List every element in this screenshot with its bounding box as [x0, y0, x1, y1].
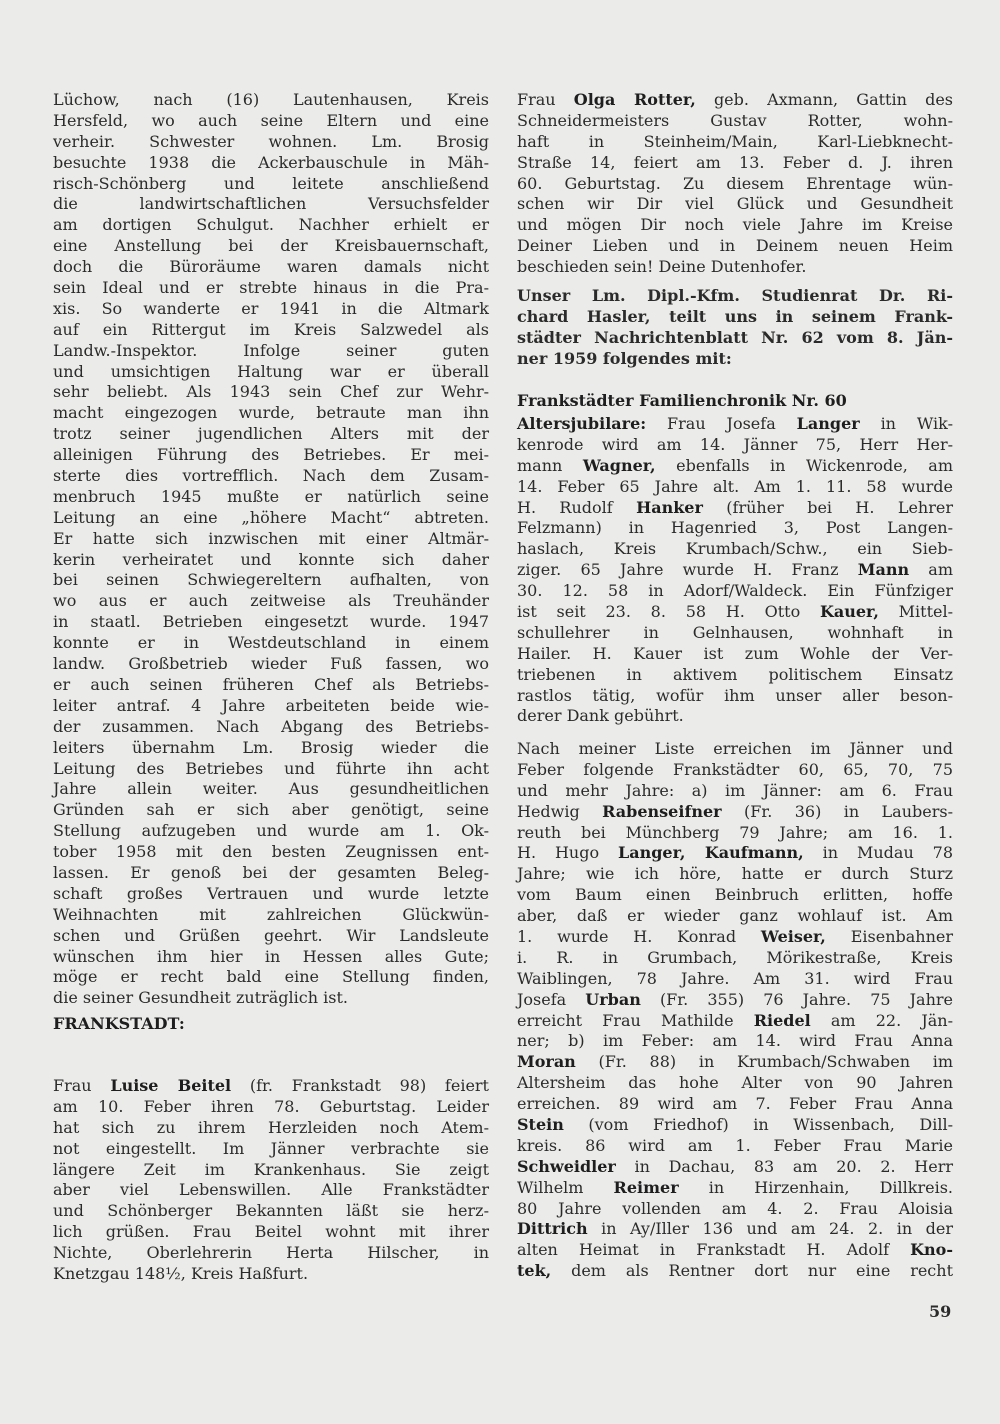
- text-segment: kerin verheiratet und konnte sich daher: [53, 549, 489, 569]
- text-segment: 80 Jahre vollenden am 4. 2. Frau Aloisia: [517, 1198, 953, 1218]
- text-line: [53, 1180, 489, 1201]
- text-line: [53, 1139, 489, 1160]
- text-segment: verheir. Schwester wohnen. Lm. Brosig: [53, 131, 489, 151]
- text-segment: besuchte 1938 die Ackerbauschule in Mäh-: [53, 152, 489, 172]
- bold-name: Langer, Kaufmann,: [617, 843, 804, 863]
- text-line: [53, 591, 489, 612]
- text-line: [53, 403, 489, 424]
- text-segment: konnte er in Westdeutschland in einem: [53, 633, 489, 653]
- text-segment: sein Ideal und er strebte hinaus in die Pra-: [53, 278, 489, 298]
- text-line: [517, 456, 953, 477]
- text-line: [53, 1201, 489, 1222]
- bold-name: Mann: [857, 560, 910, 580]
- text-line: [53, 1160, 489, 1181]
- text-segment: eine Anstellung bei der Kreisbauernschaft,: [53, 236, 489, 256]
- text-segment: ner; b) im Feber: am 14. wird Frau Anna: [517, 1031, 953, 1051]
- text-segment: alleinigen Führung des Betriebes. Er mei-: [53, 445, 489, 465]
- text-segment: (vom Friedhof) in Wissenbach, Dill-: [563, 1115, 953, 1135]
- bold-name: Reimer: [613, 1177, 679, 1197]
- text-segment: Stellung aufzugeben und wurde am 1. Ok-: [53, 821, 489, 841]
- text-segment: leiter antraf. 4 Jahre arbeiteten beide wie-: [53, 695, 489, 715]
- text-line: [53, 717, 489, 738]
- text-line: [53, 487, 489, 508]
- text-line: [53, 863, 489, 884]
- text-segment: Mittel-: [878, 602, 953, 622]
- text-line: [517, 194, 953, 215]
- text-segment: (früher bei H. Lehrer: [702, 497, 953, 517]
- text-segment: ziger. 65 Jahre wurde H. Franz: [517, 560, 858, 580]
- text-segment: derer Dank gebührt.: [517, 706, 684, 726]
- text-line: [517, 498, 953, 519]
- text-line: [53, 257, 489, 278]
- text-line: [53, 821, 489, 842]
- text-segment: Jahre; wie ich höre, hatte er durch Sturz: [517, 864, 953, 884]
- text-segment: möge er recht bald eine Stellung finden,: [53, 967, 489, 987]
- text-line: [517, 760, 953, 781]
- text-line: [517, 435, 953, 456]
- text-segment: macht eingezogen wurde, betraute man ihn: [53, 403, 489, 423]
- text-line: [517, 257, 953, 278]
- text-segment: (fr. Frankstadt 98) feiert: [231, 1076, 489, 1095]
- text-segment: bei seinen Schwiegereltern aufhalten, von: [53, 570, 489, 590]
- text-segment: Eisenbahner: [825, 927, 954, 947]
- bold-name: Rabenseifner: [602, 801, 722, 821]
- intro-hasler: [517, 286, 953, 370]
- text-segment: der zusammen. Nach Abgang des Betriebs-: [53, 716, 489, 736]
- text-segment: Hailer. H. Kauer ist zum Wohle der Ver-: [517, 643, 953, 663]
- text-line: [517, 1094, 953, 1115]
- text-segment: am 22. Jän-: [810, 1010, 954, 1030]
- text-line: [53, 508, 489, 529]
- text-segment: in Ay/Iller 136 und am 24. 2. in der: [587, 1219, 953, 1239]
- article-luise-beitel: [53, 1076, 489, 1285]
- text-line: [53, 111, 489, 132]
- text-segment: sehr beliebt. Als 1943 sein Chef zur Wehr-: [53, 382, 489, 402]
- text-segment: ist seit 23. 8. 58 H. Otto: [517, 602, 820, 622]
- bold-name: Kauer,: [819, 602, 879, 622]
- text-segment: städter Nachrichtenblatt Nr. 62 vom 8. Jän-: [517, 327, 953, 347]
- text-line: [517, 1157, 953, 1178]
- text-line: [53, 570, 489, 591]
- text-line: [53, 675, 489, 696]
- text-line: [517, 927, 953, 948]
- text-segment: auf ein Rittergut im Kreis Salzwedel als: [53, 319, 489, 339]
- text-line: [53, 1076, 489, 1097]
- bold-name: Riedel: [753, 1010, 811, 1030]
- text-segment: Josefa: [517, 989, 586, 1009]
- text-line: [517, 906, 953, 927]
- text-segment: Altersheim das hohe Alter von 90 Jahren: [517, 1073, 953, 1093]
- text-line: [53, 800, 489, 821]
- text-line: [517, 864, 953, 885]
- text-segment: in Wik-: [859, 414, 953, 433]
- text-segment: und umsichtigen Haltung war er überall: [53, 361, 489, 381]
- text-line: [517, 1052, 953, 1073]
- text-line: [53, 633, 489, 654]
- text-line: [53, 174, 489, 195]
- text-line: [53, 779, 489, 800]
- text-line: [517, 174, 953, 195]
- text-segment: lassen. Er genoß bei der gesamten Beleg-: [53, 862, 489, 882]
- text-line: [517, 1219, 953, 1240]
- text-line: [53, 424, 489, 445]
- page-number: 59: [929, 1302, 952, 1321]
- text-segment: Gründen sah er sich aber genötigt, seine: [53, 800, 489, 820]
- text-segment: 30. 12. 58 in Adorf/Waldeck. Ein Fünfziger: [517, 581, 953, 601]
- bold-name: Urban: [585, 989, 641, 1009]
- bold-name: Luise Beitel: [110, 1076, 232, 1095]
- section-heading-frankstadt: FRANKSTADT:: [53, 1014, 185, 1033]
- text-line: [517, 623, 953, 644]
- text-segment: Leitung des Betriebes und führte ihn acht: [53, 758, 489, 778]
- text-line: [517, 885, 953, 906]
- text-line: [53, 1118, 489, 1139]
- text-line: [53, 654, 489, 675]
- text-segment: (Fr. 36) in Laubers-: [721, 801, 953, 821]
- text-line: [53, 967, 489, 988]
- text-segment: H. Rudolf: [517, 497, 637, 517]
- text-line: [53, 90, 489, 111]
- text-line: [517, 518, 953, 539]
- text-line: [517, 414, 953, 435]
- text-segment: lich grüßen. Frau Beitel wohnt mit ihrer: [53, 1222, 489, 1242]
- text-segment: Er hatte sich inzwischen mit einer Altmär-: [53, 528, 489, 548]
- bold-name: Olga Rotter,: [573, 90, 696, 109]
- text-line: [517, 686, 953, 707]
- text-segment: chard Hasler, teilt uns in seinem Frank-: [517, 306, 953, 326]
- text-segment: und mehr Jahre: a) im Jänner: am 6. Frau: [517, 780, 953, 800]
- text-segment: hat sich zu ihrem Herzleiden noch Atem-: [53, 1117, 489, 1137]
- text-line: [517, 948, 953, 969]
- text-segment: Hersfeld, wo auch seine Eltern und eine: [53, 110, 489, 130]
- text-line: [517, 739, 953, 760]
- bold-name: Langer: [796, 414, 860, 433]
- article-olga-rotter: [517, 90, 953, 278]
- text-segment: Frau: [53, 1076, 111, 1095]
- text-line: [53, 905, 489, 926]
- text-segment: aber viel Lebenswillen. Alle Frankstädter: [53, 1180, 489, 1200]
- text-line: [53, 382, 489, 403]
- text-segment: am dortigen Schulgut. Nachher erhielt er: [53, 215, 489, 235]
- text-segment: Jahre allein weiter. Aus gesundheitlichen: [53, 779, 489, 799]
- text-line: [517, 132, 953, 153]
- bold-name: Altersjubilare:: [517, 414, 647, 433]
- text-segment: dem als Rentner dort nur eine recht: [551, 1261, 953, 1281]
- text-line: [53, 341, 489, 362]
- text-segment: haslach, Kreis Krumbach/Schw., ein Sieb-: [517, 539, 953, 559]
- text-segment: in Mudau 78: [803, 843, 954, 863]
- text-line: [517, 1115, 953, 1136]
- text-line: [517, 1031, 953, 1052]
- text-line: [517, 307, 953, 328]
- text-line: [53, 884, 489, 905]
- text-line: [517, 215, 953, 236]
- text-segment: Hedwig: [517, 801, 603, 821]
- text-line: [53, 1222, 489, 1243]
- text-line: [517, 802, 953, 823]
- text-line: [53, 299, 489, 320]
- text-segment: doch die Büroräume waren damals nicht: [53, 257, 489, 277]
- bold-name: Schweidler: [517, 1156, 616, 1176]
- text-line: [53, 529, 489, 550]
- text-line: [53, 738, 489, 759]
- text-segment: vom Baum einen Beinbruch erlitten, hoffe: [517, 885, 953, 905]
- text-line: [53, 466, 489, 487]
- bold-name: Hanker: [636, 497, 703, 517]
- text-segment: schen und Grüßen geehrt. Wir Landsleute: [53, 925, 489, 945]
- bold-name: Dittrich: [517, 1219, 588, 1239]
- text-segment: reuth bei Münchberg 79 Jahre; am 16. 1.: [517, 822, 953, 842]
- text-line: [517, 781, 953, 802]
- text-segment: kenrode wird am 14. Jänner 75, Herr Her-: [517, 434, 953, 454]
- text-segment: Felzmann) in Hagenried 3, Post Langen-: [517, 518, 953, 538]
- text-line: [53, 759, 489, 780]
- text-segment: haft in Steinheim/Main, Karl-Liebknecht-: [517, 131, 953, 151]
- text-segment: Wilhelm: [517, 1177, 614, 1197]
- text-line: [53, 947, 489, 968]
- text-line: [53, 278, 489, 299]
- text-line: [517, 602, 953, 623]
- text-segment: Leitung an eine „höhere Macht“ abtreten.: [53, 507, 489, 527]
- text-segment: in Hirzenhain, Dillkreis.: [678, 1177, 953, 1197]
- text-segment: Schneidermeisters Gustav Rotter, wohn-: [517, 110, 953, 130]
- text-segment: Nichte, Oberlehrerin Herta Hilscher, in: [53, 1243, 489, 1263]
- text-segment: ebenfalls in Wickenrode, am: [655, 455, 954, 475]
- text-line: [517, 1199, 953, 1220]
- text-segment: geb. Axmann, Gattin des: [695, 90, 953, 109]
- text-segment: H. Hugo: [517, 843, 618, 863]
- text-line: [517, 328, 953, 349]
- text-line: [517, 236, 953, 257]
- text-line: [53, 194, 489, 215]
- text-segment: aber, daß er wieder ganz wohlauf ist. Am: [517, 906, 953, 926]
- text-segment: Unser Lm. Dipl.-Kfm. Studienrat Dr. Ri-: [517, 286, 953, 305]
- text-segment: Landw.-Inspektor. Infolge seiner guten: [53, 340, 489, 360]
- text-line: [53, 926, 489, 947]
- text-line: [517, 111, 953, 132]
- text-segment: rastlos tätig, wofür ihm unser aller beson-: [517, 685, 953, 705]
- text-segment: und Schönberger Bekannten läßt sie herz-: [53, 1201, 489, 1221]
- text-segment: beschieden sein! Deine Dutenhofer.: [517, 257, 807, 277]
- text-segment: landw. Großbetrieb wieder Fuß fassen, wo: [53, 654, 489, 674]
- text-segment: erreichen. 89 wird am 7. Feber Frau Anna: [517, 1094, 953, 1114]
- text-line: [517, 843, 953, 864]
- text-segment: Feber folgende Frankstädter 60, 65, 70, 75: [517, 759, 953, 779]
- text-line: [53, 362, 489, 383]
- text-segment: in Dachau, 83 am 20. 2. Herr: [615, 1156, 953, 1176]
- section-heading-chronik: Frankstädter Familienchronik Nr. 60: [517, 391, 847, 410]
- text-line: [517, 1136, 953, 1157]
- text-segment: Weihnachten mit zahlreichen Glückwün-: [53, 904, 489, 924]
- text-segment: 60. Geburtstag. Zu diesem Ehrentage wün-: [517, 173, 953, 193]
- text-segment: längere Zeit im Krankenhaus. Sie zeigt: [53, 1159, 489, 1179]
- text-line: [517, 1073, 953, 1094]
- text-line: [53, 1264, 489, 1285]
- text-line: [517, 990, 953, 1011]
- text-segment: Frau: [517, 90, 574, 109]
- text-segment: not eingestellt. Im Jänner verbrachte sie: [53, 1138, 489, 1158]
- text-line: [517, 665, 953, 686]
- text-line: [517, 90, 953, 111]
- text-segment: trotz seiner jugendlichen Alters mit der: [53, 424, 489, 444]
- text-line: [517, 539, 953, 560]
- text-line: [517, 349, 953, 370]
- text-line: [517, 560, 953, 581]
- text-segment: schaft großes Vertrauen und wurde letzte: [53, 883, 489, 903]
- text-line: [517, 1240, 953, 1261]
- text-segment: tober 1958 mit den besten Zeugnissen ent-: [53, 842, 489, 862]
- text-segment: Nach meiner Liste erreichen im Jänner und: [517, 739, 953, 758]
- article-brosig: [53, 90, 489, 1009]
- text-line: [53, 215, 489, 236]
- text-line: [53, 236, 489, 257]
- text-line: [53, 1243, 489, 1264]
- article-altersjubilare: [517, 414, 953, 727]
- article-birthday-list: [517, 739, 953, 1282]
- text-segment: und mögen Dir noch viele Jahre im Kreise: [517, 215, 953, 235]
- text-segment: erreicht Frau Mathilde: [517, 1010, 754, 1030]
- text-line: [53, 153, 489, 174]
- text-segment: die seiner Gesundheit zuträglich ist.: [53, 988, 348, 1008]
- bold-name: Stein: [517, 1115, 564, 1135]
- text-line: [517, 823, 953, 844]
- bold-name: Kno-: [910, 1240, 953, 1260]
- text-segment: Straße 14, feiert am 13. Feber d. J. ihren: [517, 152, 953, 172]
- text-line: [53, 696, 489, 717]
- text-line: [517, 286, 953, 307]
- text-segment: Waiblingen, 78 Jahre. Am 31. wird Frau: [517, 968, 953, 988]
- text-line: [517, 1178, 953, 1199]
- text-segment: am: [909, 560, 954, 580]
- text-line: [517, 1261, 953, 1282]
- text-segment: die landwirtschaftlichen Versuchsfelder: [53, 194, 489, 214]
- text-segment: schen wir Dir viel Glück und Gesundheit: [517, 194, 953, 214]
- text-segment: risch-Schönberg und leitete anschließend: [53, 173, 489, 193]
- bold-name: Weiser,: [760, 927, 826, 947]
- text-line: [53, 842, 489, 863]
- text-segment: wo aus er auch zeitweise als Treuhänder: [53, 591, 489, 611]
- text-line: [517, 644, 953, 665]
- text-segment: in staatl. Betrieben eingesetzt wurde. 1947: [53, 612, 489, 632]
- text-segment: menbruch 1945 mußte er natürlich seine: [53, 486, 489, 506]
- text-segment: ner 1959 folgendes mit:: [517, 348, 732, 368]
- text-line: [517, 969, 953, 990]
- text-segment: er auch seinen früheren Chef als Betriebs-: [53, 674, 489, 694]
- text-segment: schullehrer in Gelnhausen, wohnhaft in: [517, 622, 953, 642]
- text-line: [517, 706, 953, 727]
- text-segment: (Fr. 355) 76 Jahre. 75 Jahre: [640, 989, 954, 1009]
- text-segment: sterte dies vortrefflich. Nach dem Zusam-: [53, 466, 489, 486]
- text-line: [53, 1097, 489, 1118]
- text-segment: alten Heimat in Frankstadt H. Adolf: [517, 1240, 911, 1260]
- text-line: [53, 445, 489, 466]
- text-segment: mann: [517, 455, 583, 475]
- text-segment: xis. So wanderte er 1941 in die Altmark: [53, 298, 489, 318]
- text-segment: Lüchow, nach (16) Lautenhausen, Kreis: [53, 90, 489, 109]
- bold-name: tek,: [517, 1261, 552, 1281]
- text-line: [517, 1011, 953, 1032]
- text-line: [53, 550, 489, 571]
- text-segment: 14. Feber 65 Jahre alt. Am 1. 11. 58 wurde: [517, 476, 953, 496]
- text-segment: (Fr. 88) in Krumbach/Schwaben im: [575, 1052, 953, 1072]
- text-line: [517, 581, 953, 602]
- text-segment: i. R. in Grumbach, Mörikestraße, Kreis: [517, 947, 953, 967]
- text-segment: wünschen ihm hier in Hessen alles Gute;: [53, 946, 489, 966]
- text-line: [53, 132, 489, 153]
- bold-name: Wagner,: [582, 455, 656, 475]
- text-line: [53, 988, 489, 1009]
- text-line: [53, 612, 489, 633]
- text-line: [517, 477, 953, 498]
- text-segment: Deiner Lieben und in Deinem neuen Heim: [517, 236, 953, 256]
- text-segment: 1. wurde H. Konrad: [517, 927, 761, 947]
- text-segment: Knetzgau 148½, Kreis Haßfurt.: [53, 1264, 309, 1284]
- bold-name: Moran: [517, 1052, 576, 1072]
- text-segment: kreis. 86 wird am 1. Feber Frau Marie: [517, 1135, 953, 1155]
- text-line: [53, 320, 489, 341]
- text-line: [517, 153, 953, 174]
- text-segment: am 10. Feber ihren 78. Geburtstag. Leider: [53, 1096, 489, 1116]
- text-segment: triebenen in aktivem politischem Einsatz: [517, 664, 953, 684]
- text-segment: Frau Josefa: [646, 414, 797, 433]
- text-segment: leiters übernahm Lm. Brosig wieder die: [53, 737, 489, 757]
